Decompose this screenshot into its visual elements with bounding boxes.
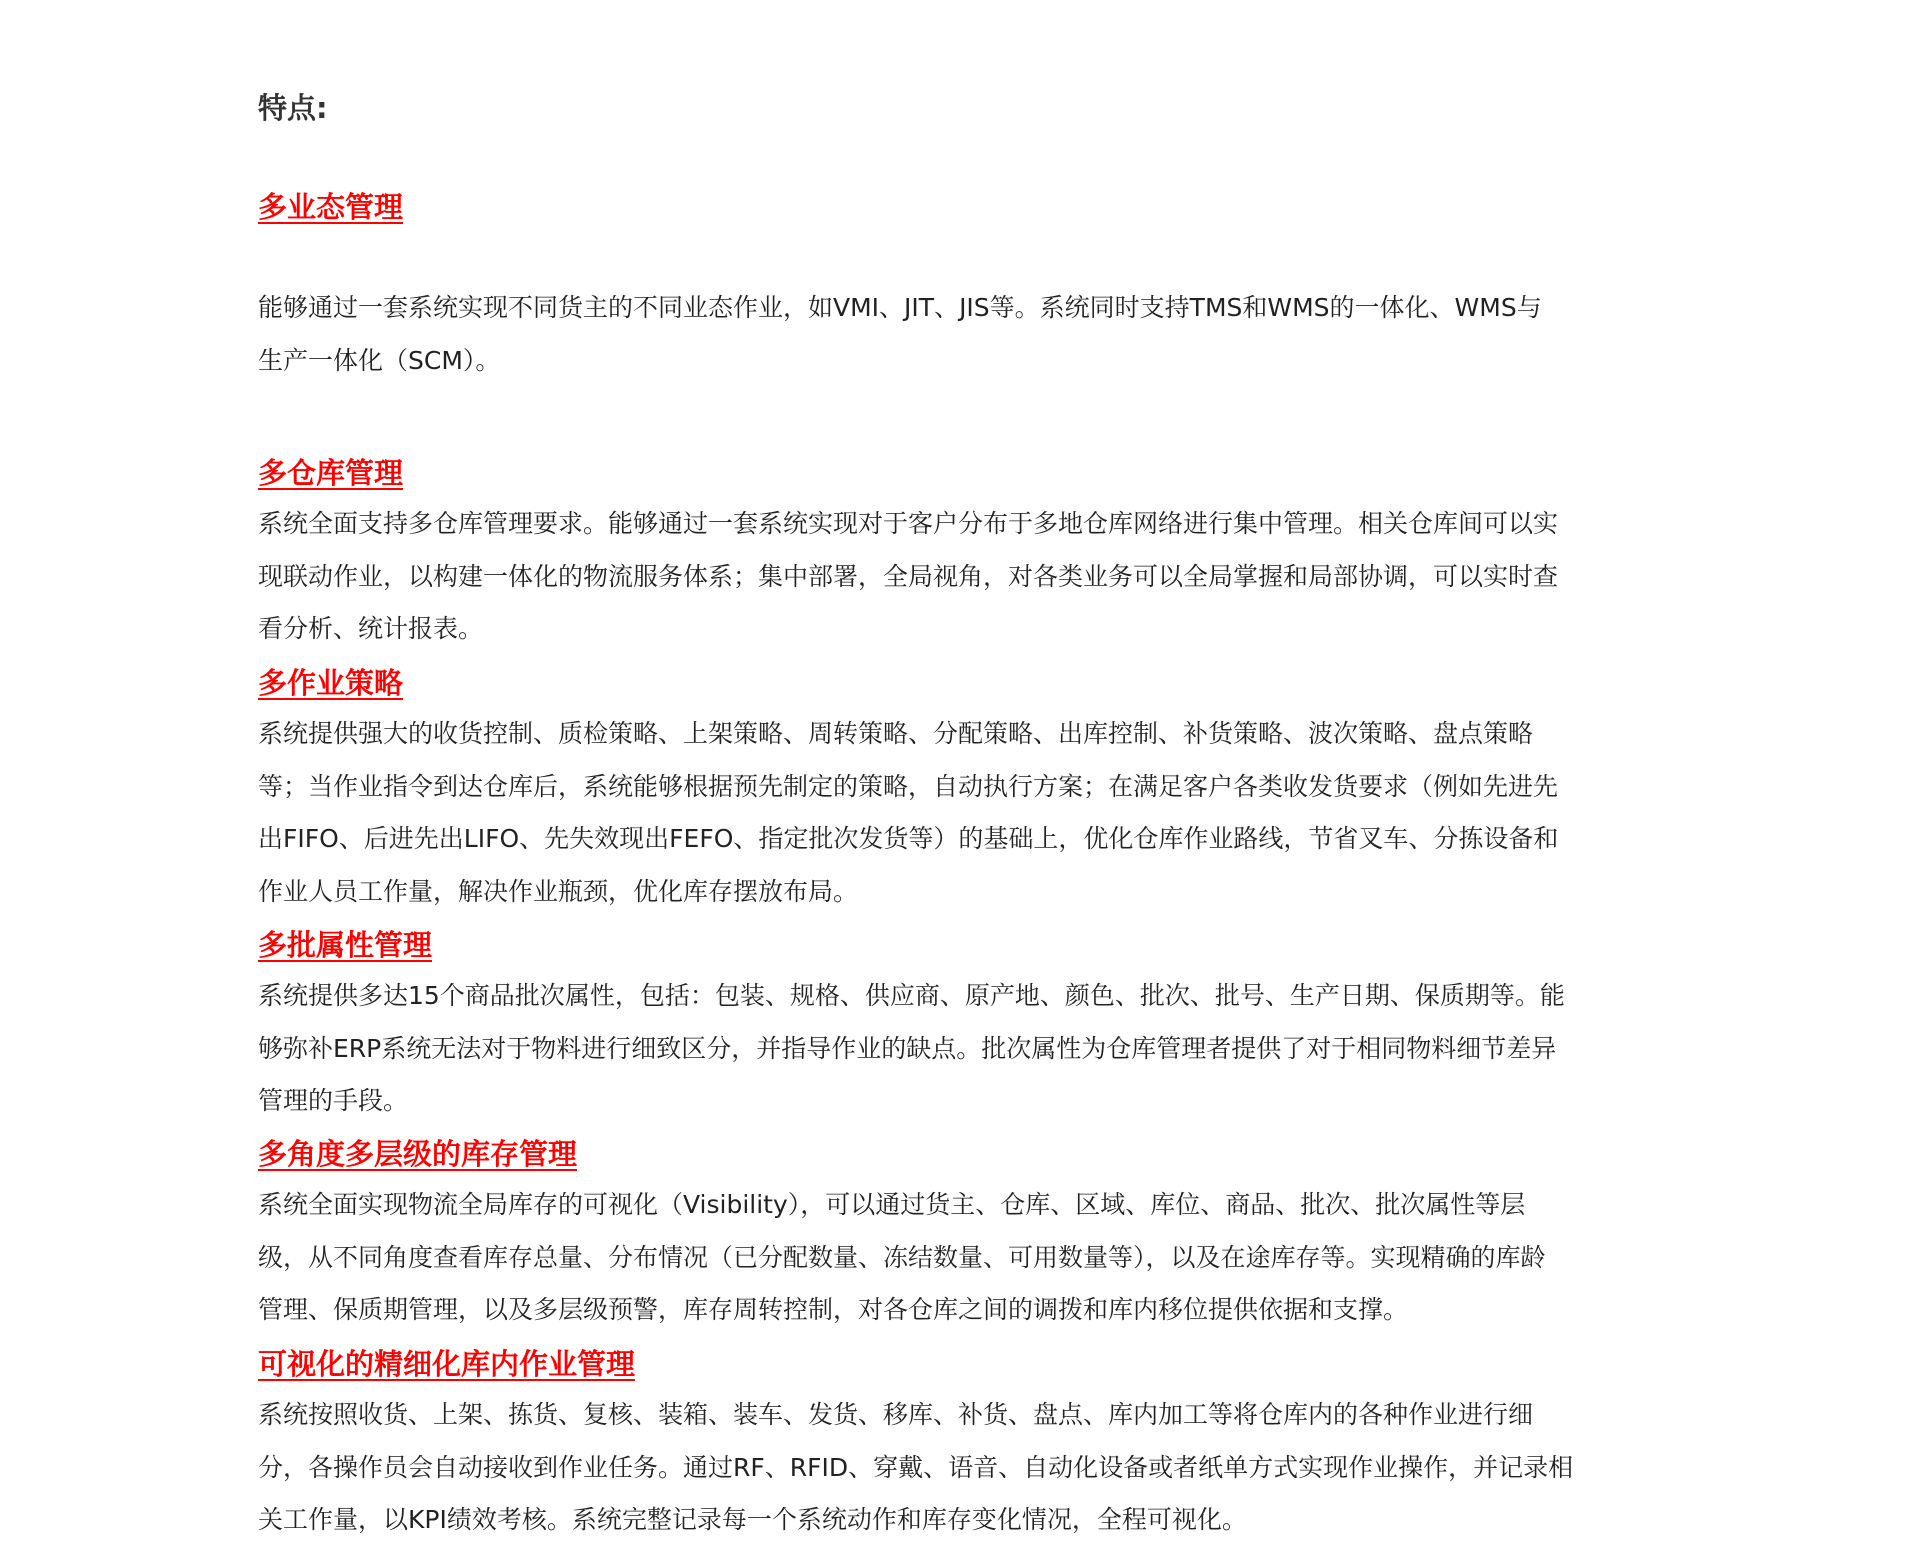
section-paragraph-visual-operations bbox=[258, 1389, 1658, 1547]
paragraph-line: 够弥补ERP系统无法对于物料进行细致区分，并指导作业的缺点。批次属性为仓库管理者提供了对于相同物料细节差异 bbox=[258, 1033, 1557, 1063]
paragraph-line: 管理、保质期管理，以及多层级预警，库存周转控制，对各仓库之间的调拨和库内移位提供依据和支撑。 bbox=[258, 1295, 1409, 1324]
section-paragraph-multi-warehouse bbox=[258, 498, 1658, 656]
paragraph-line: 生产一体化（SCM）。 bbox=[258, 345, 501, 375]
section-heading-visual-operations: 可视化的精细化库内作业管理 bbox=[258, 1347, 636, 1381]
paragraph-line: 看分析、统计报表。 bbox=[258, 614, 484, 643]
section-paragraph-multi-strategy bbox=[258, 708, 1658, 918]
section-heading-multi-strategy: 多作业策略 bbox=[258, 666, 404, 700]
section-heading-multi-business: 多业态管理 bbox=[258, 190, 404, 224]
paragraph-line: 分，各操作员会自动接收到作业任务。通过RF、RFID、穿戴、语音、自动化设备或者纸单方式实现作业操作，并记录相 bbox=[258, 1452, 1574, 1482]
paragraph-line: 出FIFO、后进先出LIFO、先失效现出FEFO、指定批次发货等）的基础上，优化仓库作业路线，节省叉车、分拣设备和 bbox=[258, 824, 1559, 853]
document-title: 特点: bbox=[258, 91, 328, 125]
paragraph-line: 关工作量，以KPI绩效考核。系统完整记录每一个系统动作和库存变化情况，全程可视化。 bbox=[258, 1505, 1247, 1534]
paragraph-line: 系统提供多达15个商品批次属性，包括：包装、规格、供应商、原产地、颜色、批次、批号、生产日期、保质期等。能 bbox=[258, 981, 1565, 1010]
paragraph-line: 作业人员工作量，解决作业瓶颈，优化库存摆放布局。 bbox=[258, 876, 859, 906]
paragraph-line: 级，从不同角度查看库存总量、分布情况（已分配数量、冻结数量、可用数量等），以及在途库存等。实现精确的库龄 bbox=[258, 1242, 1546, 1272]
section-paragraph-inventory-management bbox=[258, 1179, 1658, 1337]
section-heading-batch-attributes: 多批属性管理 bbox=[258, 928, 433, 962]
section-heading-multi-warehouse: 多仓库管理 bbox=[258, 456, 404, 490]
paragraph-line: 能够通过一套系统实现不同货主的不同业态作业，如VMI、JIT、JIS等。系统同时支持TMS和WMS的一体化、WMS与 bbox=[258, 293, 1542, 322]
paragraph-line: 系统提供强大的收货控制、质检策略、上架策略、周转策略、分配策略、出库控制、补货策略、波次策略、盘点策略 bbox=[258, 719, 1534, 748]
paragraph-line: 系统全面支持多仓库管理要求。能够通过一套系统实现对于客户分布于多地仓库网络进行集中管理。相关仓库间可以实 bbox=[258, 509, 1559, 538]
paragraph-line: 系统全面实现物流全局库存的可视化（Visibility），可以通过货主、仓库、区域、库位、商品、批次、批次属性等层 bbox=[258, 1190, 1526, 1219]
section-heading-inventory-management: 多角度多层级的库存管理 bbox=[258, 1137, 578, 1171]
section-paragraph-multi-business bbox=[258, 282, 1658, 387]
paragraph-line: 现联动作业，以构建一体化的物流服务体系；集中部署，全局视角，对各类业务可以全局掌握和局部协调，可以实时查 bbox=[258, 561, 1559, 591]
paragraph-line: 等；当作业指令到达仓库后，系统能够根据预先制定的策略，自动执行方案；在满足客户各类收发货要求（例如先进先 bbox=[258, 771, 1559, 801]
paragraph-line: 系统按照收货、上架、拣货、复核、装箱、装车、发货、移库、补货、盘点、库内加工等将仓库内的各种作业进行细 bbox=[258, 1400, 1534, 1429]
paragraph-line: 管理的手段。 bbox=[258, 1086, 409, 1115]
section-paragraph-batch-attributes bbox=[258, 970, 1658, 1128]
